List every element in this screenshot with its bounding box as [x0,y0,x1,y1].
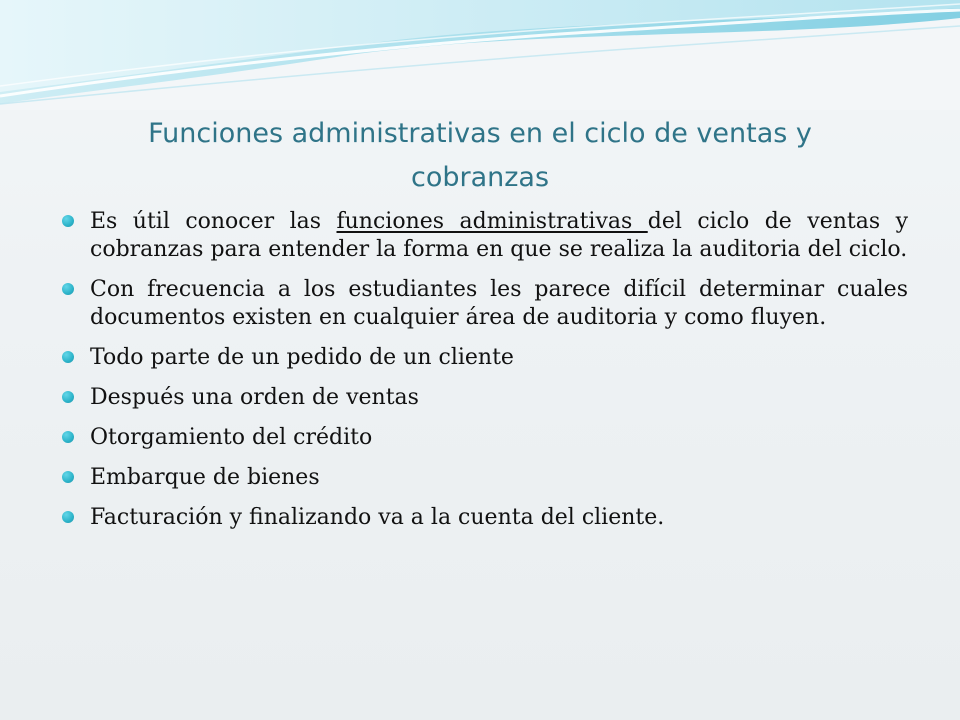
bullet-4-text: Después una orden de ventas [90,385,419,410]
bullet-item-6 [62,464,908,492]
bullet-1-text-after: del ciclo de ventas y cobranzas para entender la forma en que se realiza la auditoria del ciclo. [90,209,909,262]
bullet-6-text: Embarque de bienes [90,465,320,490]
bullet-item-2 [62,276,908,332]
bullet-dot-icon [62,431,74,443]
bullet-list [62,208,908,544]
bullet-item-5 [62,424,908,452]
bullet-2-text: Con frecuencia a los estudiantes les parece difícil determinar cuales documentos existen en cualquier área de auditoria y como fluyen. [90,277,908,330]
bullet-dot-icon [62,283,74,295]
bullet-dot-icon [62,351,74,363]
bullet-1-text-before: Es útil conocer las [90,209,337,234]
bullet-dot-icon [62,215,74,227]
bullet-dot-icon [62,471,74,483]
bullet-dot-icon [62,391,74,403]
bullet-7-text: Facturación y finalizando va a la cuenta del cliente. [90,505,665,530]
slide-title: Funciones administrativas en el ciclo de ventas y cobranzas [148,118,812,193]
bullet-item-7 [62,504,908,532]
bullet-3-text: Todo parte de un pedido de un cliente [90,345,514,370]
bullet-1-underlined-term: funciones administrativas [336,209,648,234]
bullet-dot-icon [62,511,74,523]
bullet-item-1 [62,208,908,264]
header-wave-decoration [0,0,960,110]
bullet-5-text: Otorgamiento del crédito [90,425,373,450]
bullet-item-3 [62,344,908,372]
bullet-item-4 [62,384,908,412]
